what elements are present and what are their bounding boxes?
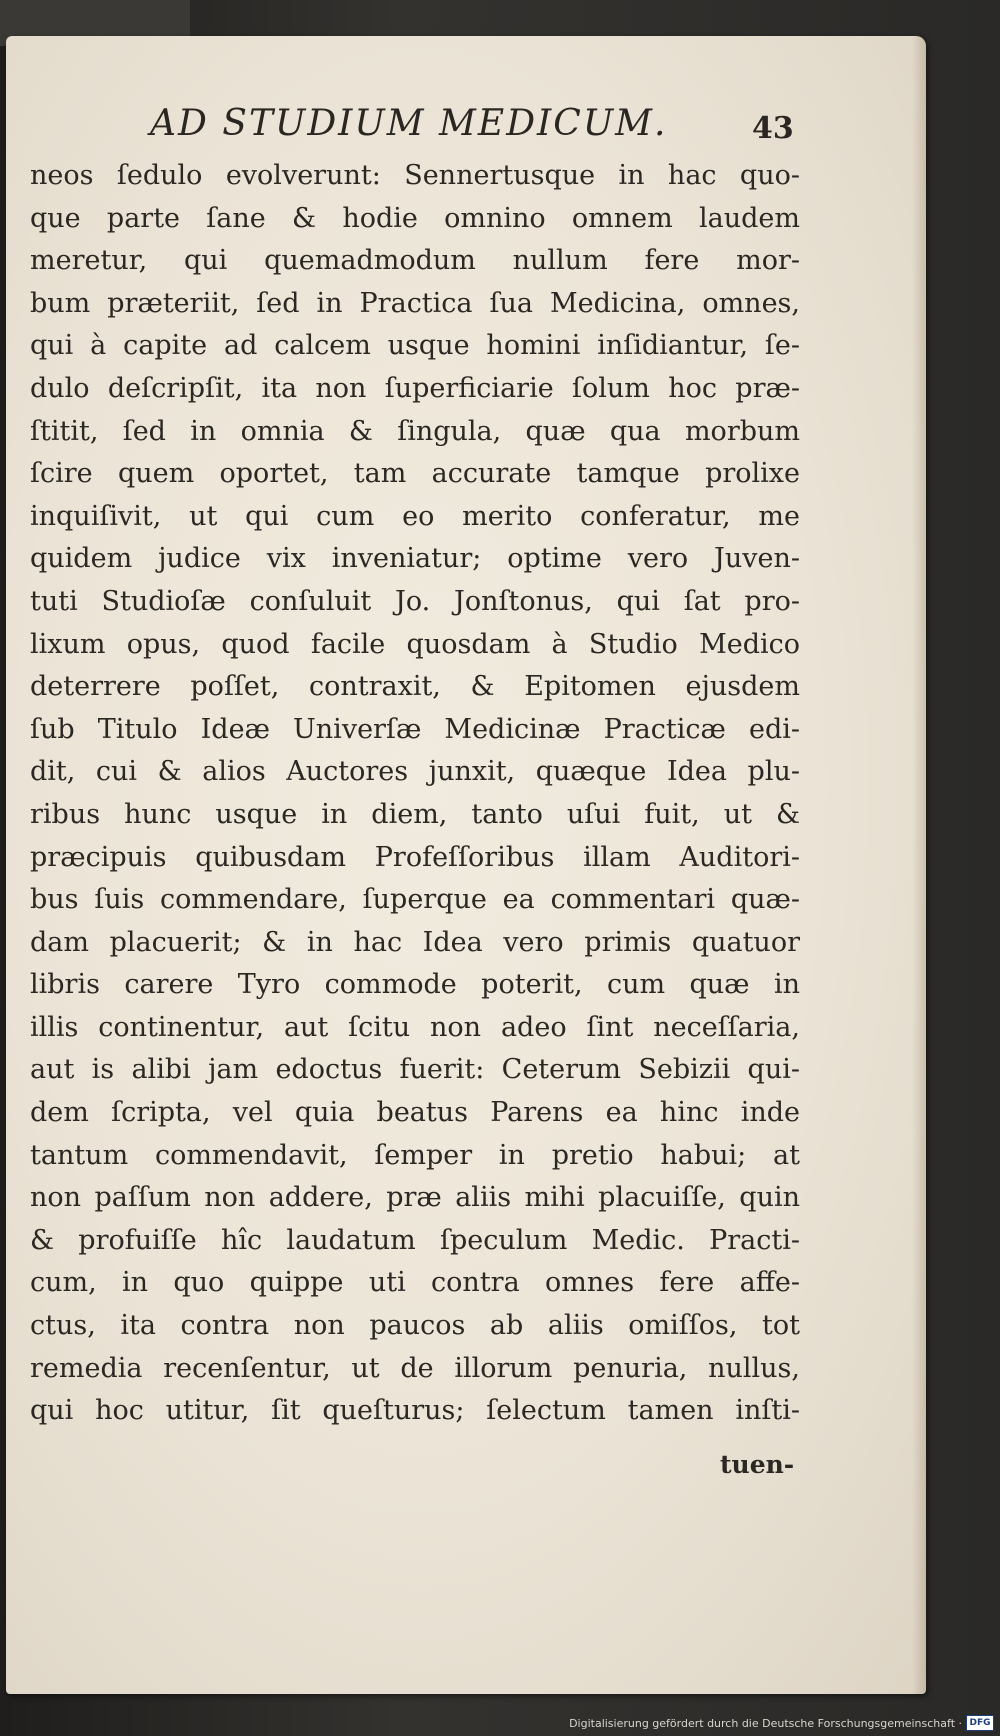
text-line: libris carere Tyro commode poterit, cum quæ in: [30, 969, 800, 1001]
text-line: ſcire quem oportet, tam accurate tamque prolixe: [30, 458, 800, 490]
body-text: [30, 155, 800, 1433]
text-line: ſub Titulo Ideæ Univerſæ Medicinæ Practicæ edi-: [30, 713, 800, 745]
text-line: que parte ſane & hodie omnino omnem laudem: [30, 202, 800, 234]
text-line: cum, in quo quippe uti contra omnes fere affe-: [30, 1267, 800, 1299]
text-line: bum præteriit, ſed in Practica ſua Medicina, omnes,: [30, 287, 800, 319]
text-line: deterrere poſſet, contraxit, & Epitomen ejusdem: [30, 671, 800, 703]
text-line: remedia recenſentur, ut de illorum penuria, nullus,: [30, 1352, 800, 1384]
text-line: dam placuerit; & in hac Idea vero primis quatuor: [30, 926, 800, 958]
text-line: ſtitit, ſed in omnia & ſingula, quæ qua morbum: [30, 415, 800, 447]
catchword: tuen-: [720, 1450, 795, 1479]
dfg-logo-icon: DFG: [966, 1715, 994, 1731]
text-line: tantum commendavit, ſemper in pretio habui; at: [30, 1139, 800, 1171]
text-line: ctus, ita contra non paucos ab aliis omiſſos, tot: [30, 1310, 800, 1342]
running-head: AD STUDIUM MEDICUM.: [150, 103, 668, 144]
text-line: tuti Studioſæ conſuluit Jo. Jonſtonus, qui ſat pro-: [30, 585, 800, 617]
text-line: & profuiſſe hîc laudatum ſpeculum Medic. Practi-: [30, 1224, 800, 1256]
text-line: dit, cui & alios Auctores junxit, quæque Idea plu-: [30, 756, 800, 788]
text-line: bus ſuis commendare, ſuperque ea commentari quæ-: [30, 884, 800, 916]
text-line: meretur, qui quemadmodum nullum fere mor-: [30, 245, 800, 277]
text-line: dem ſcripta, vel quia beatus Parens ea hinc inde: [30, 1097, 800, 1129]
text-line: neos ſedulo evolverunt: Sennertusque in hac quo-: [30, 160, 800, 191]
page-number: 43: [752, 111, 794, 146]
text-line: qui hoc utitur, ſit queſturus; ſelectum tamen inſti-: [30, 1395, 800, 1427]
text-line: inquiſivit, ut qui cum eo merito conferatur, me: [30, 500, 800, 532]
text-line: lixum opus, quod facile quosdam à Studio Medico: [30, 628, 800, 660]
digitization-credit: Digitalisierung gefördert durch die Deutsche Forschungsgemeinschaft ·: [569, 1717, 962, 1730]
text-line: dulo deſcripſit, ita non ſuperficiarie ſolum hoc præ-: [30, 372, 800, 404]
text-line: præcipuis quibusdam Profeſſoribus illam Auditori-: [30, 841, 800, 873]
text-line: qui à capite ad calcem usque homini inſidiantur, ſe-: [30, 330, 800, 362]
text-line: illis continentur, aut ſcitu non adeo ſint neceſſaria,: [30, 1011, 800, 1043]
text-line: quidem judice vix inveniatur; optime vero Juven-: [30, 543, 800, 575]
text-line: non paſſum non addere, præ aliis mihi placuiſſe, quin: [30, 1182, 800, 1214]
page-edge-shadow: [912, 36, 926, 1694]
text-line: aut is alibi jam edoctus fuerit: Ceterum Sebizii qui-: [30, 1054, 800, 1086]
text-line: ribus hunc usque in diem, tanto uſui fuit, ut &: [30, 798, 800, 830]
